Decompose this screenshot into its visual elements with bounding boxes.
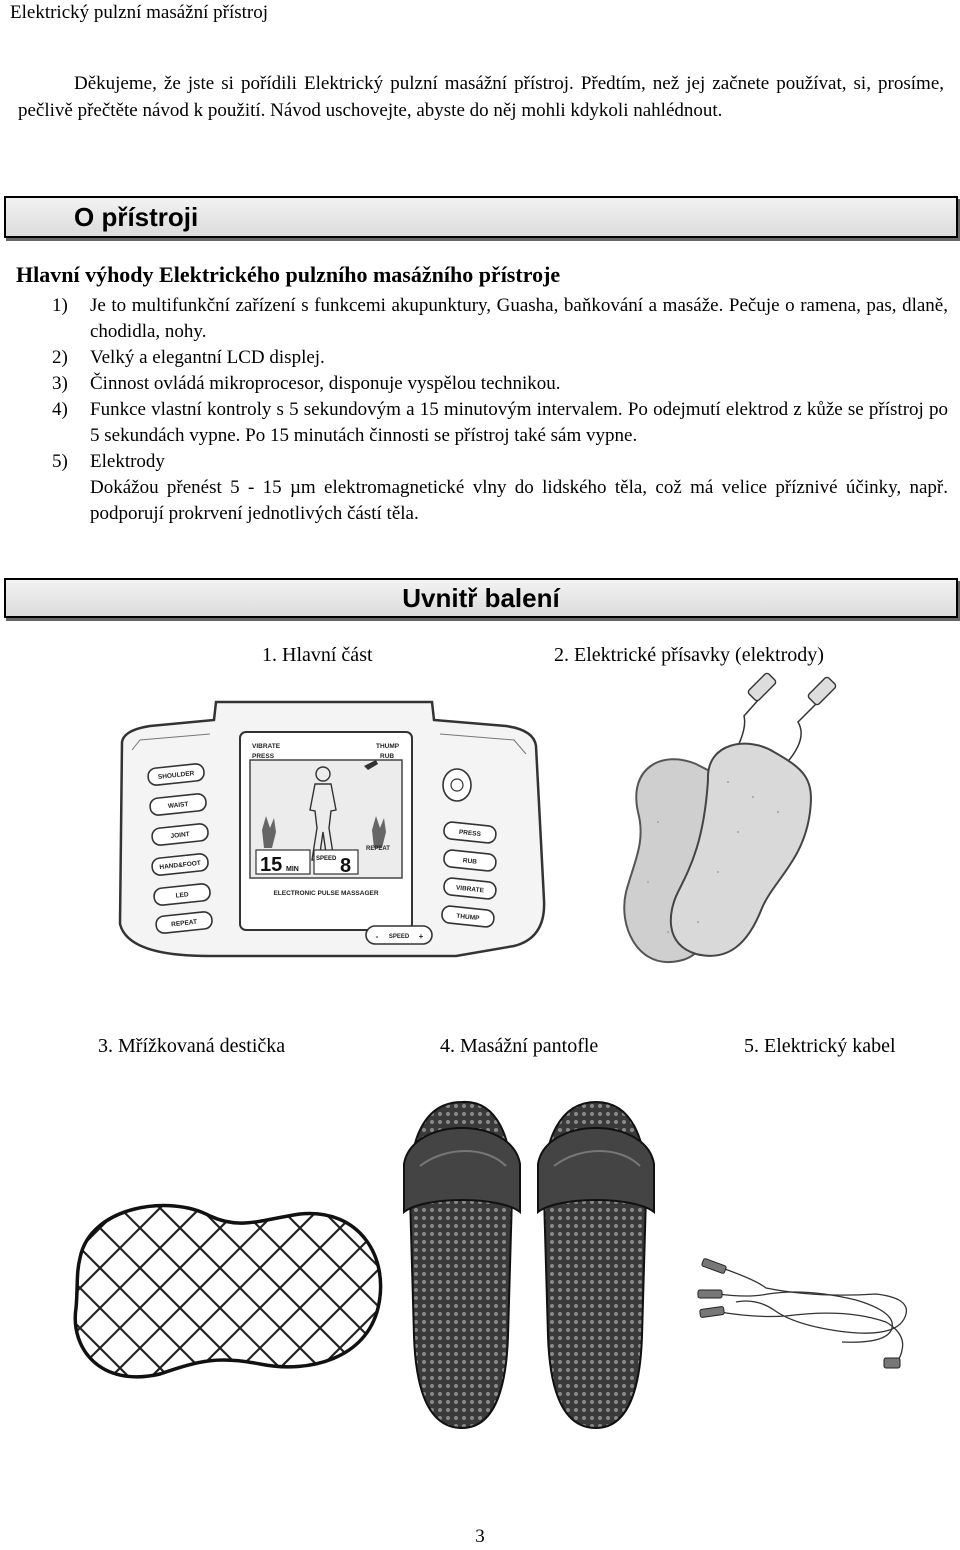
section-banner-about [4, 196, 958, 238]
right-slipper [538, 1102, 654, 1428]
page-number: 3 [475, 1526, 485, 1547]
list-item [18, 371, 948, 397]
press-button: PRESS [458, 828, 482, 839]
lcd-thump-label: THUMP [376, 743, 400, 750]
grid-pad-illustration [60, 1188, 400, 1388]
hand-foot-button: HAND&FOOT [159, 859, 202, 872]
speed-button-label: SPEED [388, 934, 410, 940]
list-item-number: 1) [52, 295, 68, 316]
list-item-number: 2) [52, 347, 68, 368]
advantages-list [18, 293, 948, 527]
list-item-text: Funkce vlastní kontroly s 5 sekundovým a 15 minutovým intervalem. Po odejmutí elektrod z kůže se přístroj po 5 sekundách vypne. Po 15 minutách činnosti se přístroj také sám vypne. [90, 399, 948, 446]
speed-minus-button: - [375, 932, 379, 941]
intro-paragraph: Děkujeme, že jste si pořídili Elektrický pulzní masážní přístroj. Předtím, než jej začnete používat, si, prosíme, pečlivě přečtěte návod k použití. Návod uschovejte, abyste do něj mohli kdykoli nahlédnout. [18, 73, 944, 121]
list-item [18, 449, 948, 527]
section-title-package: Uvnitř balení [402, 583, 560, 613]
cable-illustration [696, 1258, 926, 1378]
list-item-number: 4) [52, 399, 68, 420]
electrodes-illustration [578, 672, 868, 972]
label-cable: 5. Elektrický kabel [744, 1035, 896, 1057]
list-item [18, 345, 948, 371]
repeat-button: REPEAT [170, 918, 198, 929]
document-header: Elektrický pulzní masážní přístroj [10, 2, 269, 23]
speed-plus-button: + [418, 932, 424, 941]
lcd-press-label: PRESS [252, 753, 275, 760]
lcd-rub-label: RUB [380, 753, 395, 760]
lcd-time-value: 15 [260, 854, 283, 876]
shoulder-button: SHOULDER [157, 770, 195, 781]
label-main-unit: 1. Hlavní část [262, 644, 373, 666]
thump-button: THUMP [455, 912, 480, 923]
joint-button: JOINT [170, 831, 191, 840]
label-slippers: 4. Masážní pantofle [440, 1035, 599, 1057]
list-item-text: Elektrody [90, 451, 165, 472]
list-item-number: 3) [52, 373, 68, 394]
label-electrodes: 2. Elektrické přísavky (elektrody) [554, 644, 824, 666]
lcd-min-label: MIN [286, 866, 299, 873]
left-slipper [404, 1102, 520, 1428]
lcd-vibrate-label: VIBRATE [252, 743, 281, 750]
list-item-detail: Dokážou přenést 5 - 15 µm elektromagnetické vlny do lidského těla, což má velice příznivé účinky, např. podporují prokrvení jednotlivých částí těla. [90, 477, 948, 524]
led-button: LED [175, 891, 189, 900]
waist-button: WAIST [167, 800, 189, 811]
list-item [18, 397, 948, 449]
list-item [18, 293, 948, 345]
section-banner-package [4, 578, 958, 618]
vibrate-button: VIBRATE [455, 884, 485, 895]
lcd-speed-value: 8 [340, 855, 352, 877]
advantages-heading: Hlavní výhody Elektrického pulzního masážního přístroje [16, 262, 561, 287]
list-item-text: Činnost ovládá mikroprocesor, disponuje vyspělou technikou. [90, 373, 561, 394]
list-item-text: Je to multifunkční zařízení s funkcemi akupunktury, Guasha, baňkování a masáže. Pečuje o ramena, pas, dlaně, chodidla, nohy. [90, 295, 948, 342]
rub-button: RUB [462, 857, 478, 866]
lcd-speed-label: SPEED [316, 856, 337, 862]
section-title-about: O přístroji [74, 202, 199, 232]
brand-label: ELECTRONIC PULSE MASSAGER [273, 890, 379, 897]
list-item-number: 5) [52, 451, 68, 472]
lcd-repeat-label: REPEAT [366, 846, 390, 852]
slippers-illustration [396, 1086, 664, 1438]
main-unit-illustration [110, 700, 550, 980]
list-item-text: Velký a elegantní LCD displej. [90, 347, 325, 368]
label-grid-pad: 3. Mřížkovaná destička [98, 1035, 286, 1057]
